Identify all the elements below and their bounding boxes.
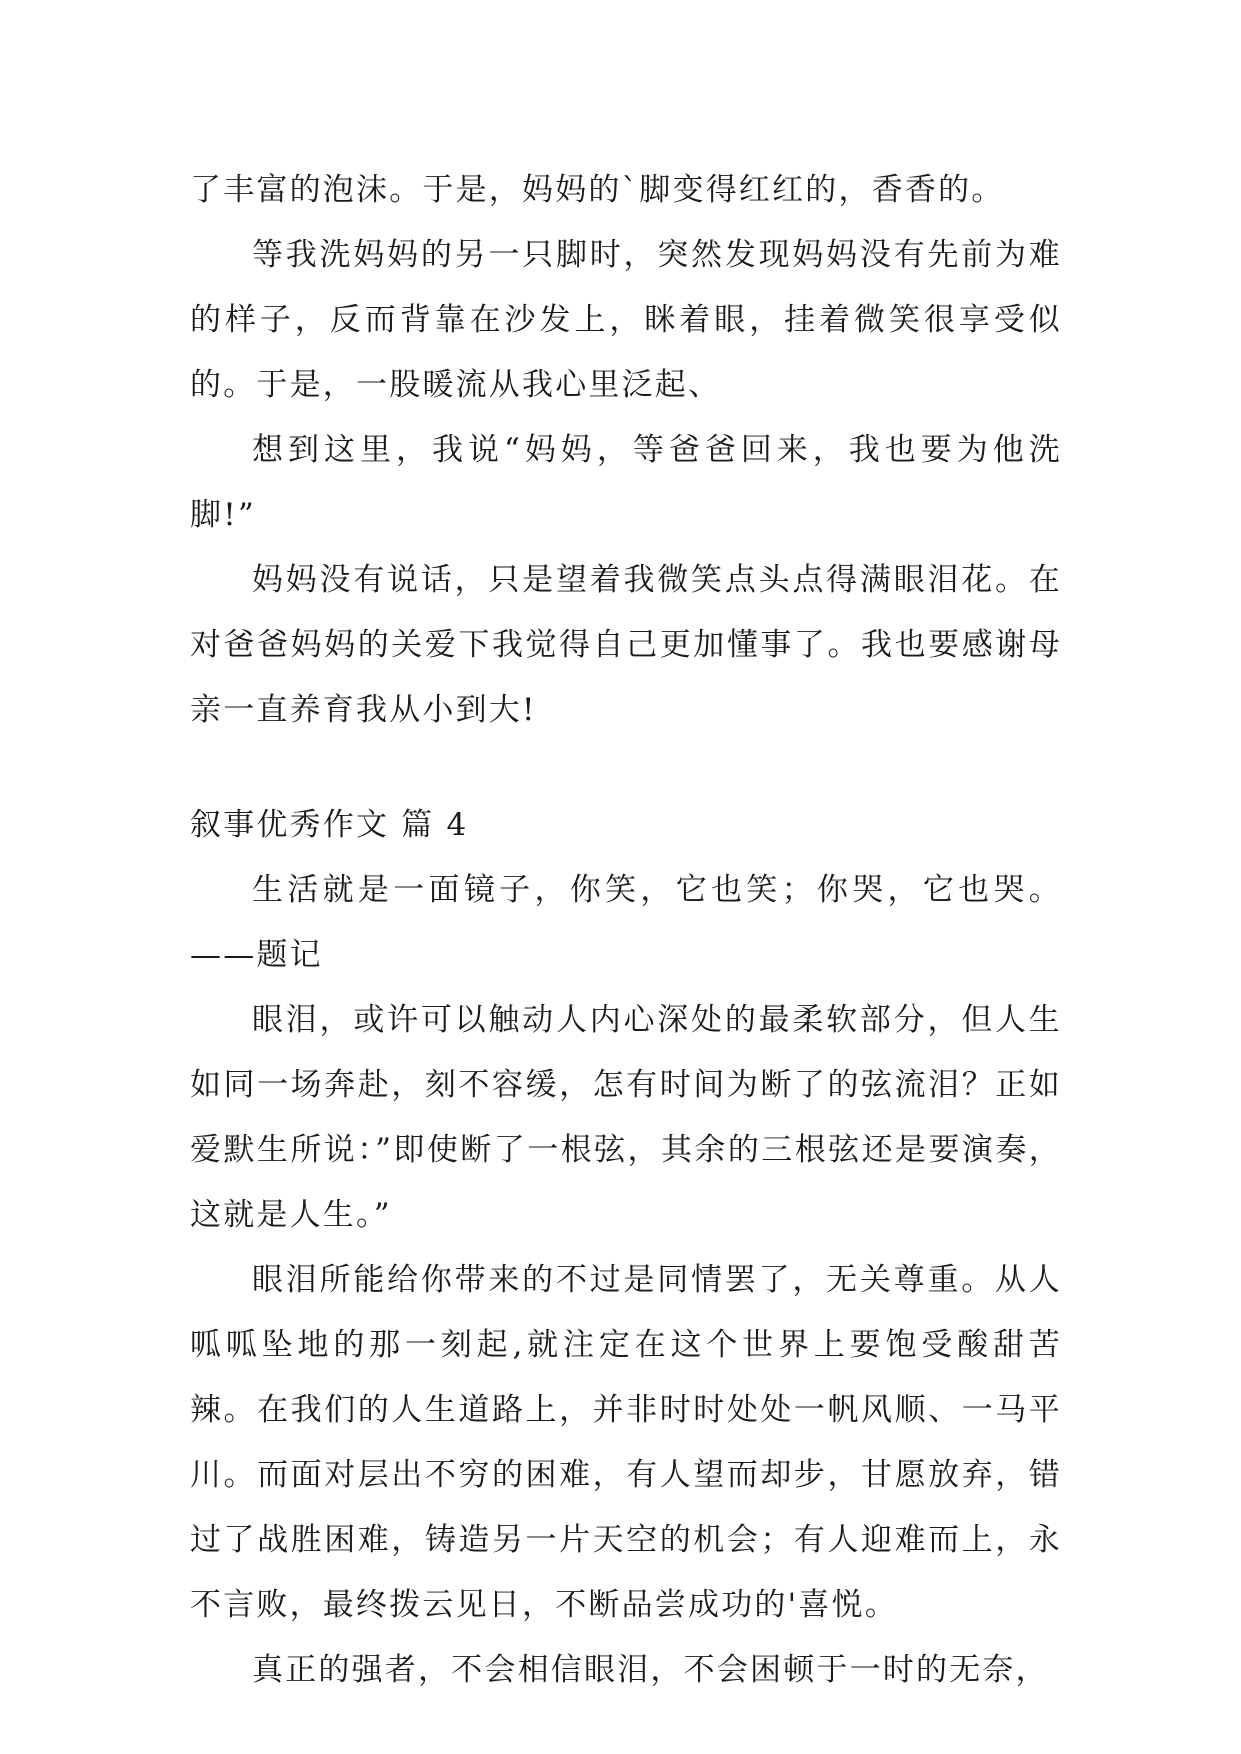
paragraph: 想到这里，我说“妈妈，等爸爸回来，我也要为他洗脚!” [190, 432, 1062, 533]
paragraph-continuation: 了丰富的泡沫。于是，妈妈的`脚变得红红的，香香的。 [190, 172, 1005, 208]
paragraph: 眼泪所能给你带来的不过是同情罢了，无关尊重。从人呱呱坠地的那一刻起,就注定在这个世界上要饱受酸甜苦辣。在我们的人生道路上，并非时时处处一帆风顺、一马平川。而面对层出不穷的困难，有人望而却步，甘愿放弃，错过了战胜困难，铸造另一片天空的机会；有人迎难而上，永不言败，最终拨云见日，不断品尝成功的'喜悦。 [190, 1262, 1062, 1623]
paragraph: 妈妈没有说话，只是望着我微笑点头点得满眼泪花。在对爸爸妈妈的关爱下我觉得自己更加懂事了。我也要感谢母亲一直养育我从小到大! [190, 562, 1062, 728]
paragraph: 等我洗妈妈的另一只脚时，突然发现妈妈没有先前为难的样子，反而背靠在沙发上，眯着眼，挂着微笑很享受似的。于是，一股暖流从我心里泛起、 [190, 237, 1062, 403]
document-page [190, 158, 1062, 1703]
paragraph: 眼泪，或许可以触动人内心深处的最柔软部分，但人生如同一场奔赴，刻不容缓，怎有时间为断了的弦流泪？正如爱默生所说：”即使断了一根弦，其余的三根弦还是要演奏，这就是人生。” [190, 1002, 1062, 1233]
paragraph: 真正的强者，不会相信眼泪，不会困顿于一时的无奈， [252, 1652, 1049, 1688]
epigraph-paragraph: 生活就是一面镜子，你笑，它也笑；你哭，它也哭。——题记 [190, 872, 1062, 973]
section-heading: 叙事优秀作文 篇 4 [190, 807, 469, 843]
